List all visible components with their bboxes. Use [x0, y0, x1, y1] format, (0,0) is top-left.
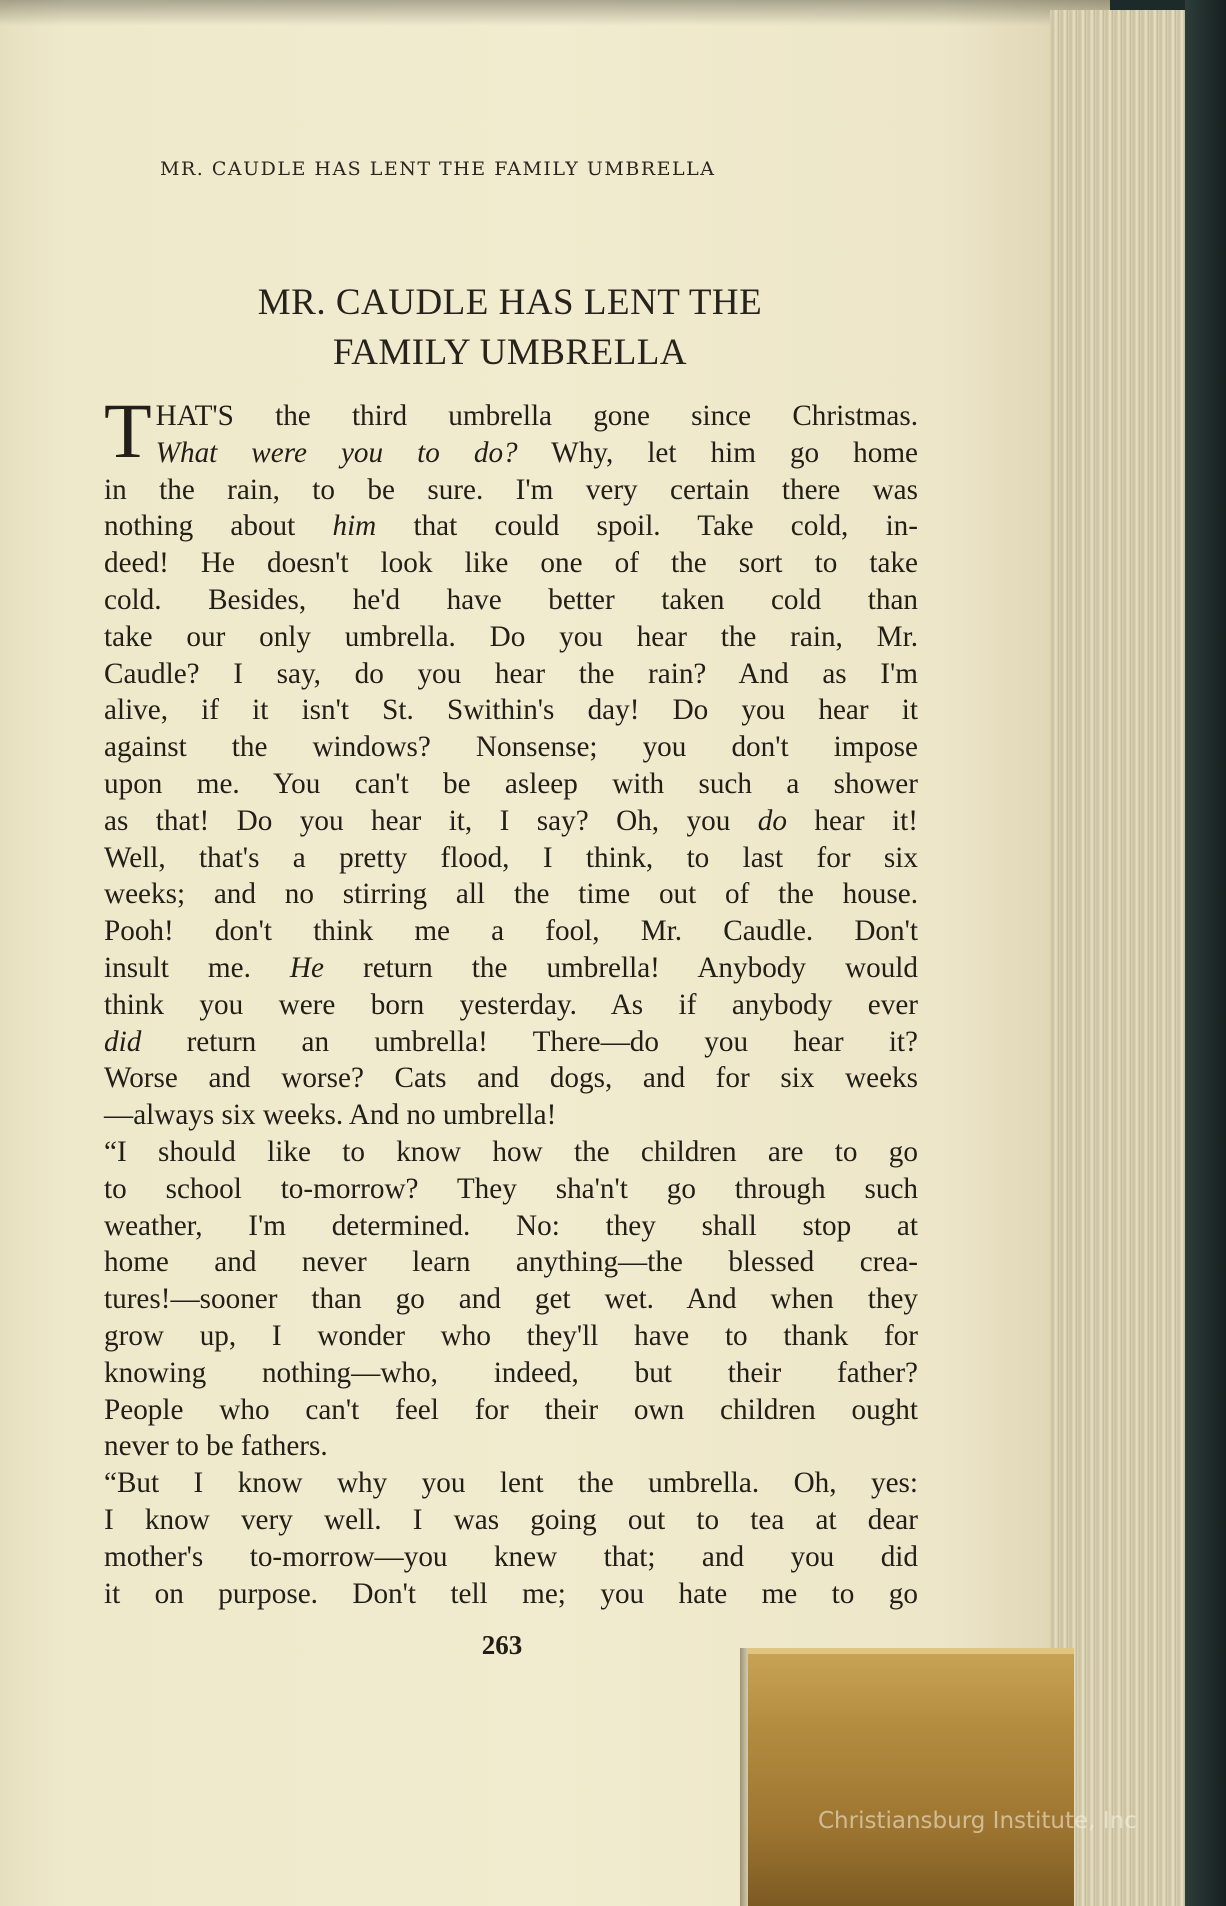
paragraph-3 [104, 1465, 918, 1612]
chapter-title-line-2: FAMILY UMBRELLA [332, 332, 688, 373]
text-line: HAT'S the third umbrella gone since Christmas. [155, 400, 918, 432]
page-top-shadow [0, 0, 1110, 26]
text-line: in the rain, to be sure. I'm very certain there was [104, 473, 918, 506]
watermark: Christiansburg Institute, Inc [818, 1808, 1137, 1834]
text-line: tures!—sooner than go and get wet. And when they [104, 1283, 918, 1316]
text-line: Well, that's a pretty flood, I think, to last for six [104, 841, 918, 874]
text-line: Worse and worse? Cats and dogs, and for six weeks [104, 1062, 918, 1095]
chapter-title-line-1: MR. CAUDLE HAS LENT THE [257, 282, 763, 323]
text-line: I know very well. I was going out to tea at dear [104, 1503, 918, 1536]
text-line: knowing nothing—who, indeed, but their father? [104, 1356, 918, 1389]
text-line: “I should like to know how the children are to go [104, 1135, 918, 1168]
text-line: to school to-morrow? They sha'n't go through such [104, 1172, 918, 1205]
text-line: deed! He doesn't look like one of the sort to take [104, 547, 918, 580]
text-line: —always six weeks. And no umbrella! [104, 1099, 557, 1132]
italic-text: did [104, 1025, 142, 1058]
italic-text: He [289, 951, 324, 984]
text-line: it on purpose. Don't tell me; you hate me to go [104, 1577, 918, 1610]
text-line: nothing about him that could spoil. Take cold, in- [104, 510, 918, 543]
text-line: take our only umbrella. Do you hear the rain, Mr. [104, 620, 918, 653]
chapter-title [110, 278, 910, 378]
text-line: cold. Besides, he'd have better taken cold than [104, 583, 918, 616]
running-head: MR. CAUDLE HAS LENT THE FAMILY UMBRELLA [160, 158, 716, 180]
text-line: home and never learn anything—the blessed crea- [104, 1246, 918, 1279]
text-line: grow up, I wonder who they'll have to thank for [104, 1319, 918, 1352]
italic-text: What were you to do? [155, 436, 518, 469]
text-line: did return an umbrella! There—do you hear it? [104, 1025, 918, 1058]
page-number: 263 [481, 1630, 523, 1660]
text-line: People who can't feel for their own children ought [104, 1393, 918, 1426]
paragraph-2 [104, 1134, 918, 1465]
brass-page-clip [748, 1648, 1074, 1906]
text-line: think you were born yesterday. As if anybody ever [104, 988, 918, 1021]
text-line: weeks; and no stirring all the time out of the house. [104, 878, 918, 911]
text-line: never to be fathers. [104, 1430, 328, 1463]
text-line: Pooh! don't think me a fool, Mr. Caudle. Don't [104, 915, 918, 948]
body-text [104, 387, 918, 1612]
italic-text: him [332, 510, 377, 543]
text-line: Caudle? I say, do you hear the rain? And as I'm [104, 657, 918, 690]
text-line: weather, I'm determined. No: they shall stop at [104, 1209, 918, 1242]
text-line: mother's to-morrow—you knew that; and you did [104, 1540, 918, 1573]
text-line: against the windows? Nonsense; you don't impose [104, 731, 918, 764]
book-cover-edge [1185, 0, 1226, 1906]
text-line: insult me. He return the umbrella! Anybody would [104, 951, 918, 984]
text-line: What were you to do? Why, let him go home [155, 436, 918, 469]
text-line: upon me. You can't be asleep with such a shower [104, 767, 918, 800]
text-line: as that! Do you hear it, I say? Oh, you do hear it! [104, 804, 918, 837]
text-line: alive, if it isn't St. Swithin's day! Do you hear it [104, 694, 918, 727]
italic-text: do [757, 804, 787, 837]
text-line: “But I know why you lent the umbrella. Oh, yes: [104, 1467, 918, 1500]
paragraph-1 [104, 387, 918, 1134]
drop-cap: T [104, 387, 152, 474]
